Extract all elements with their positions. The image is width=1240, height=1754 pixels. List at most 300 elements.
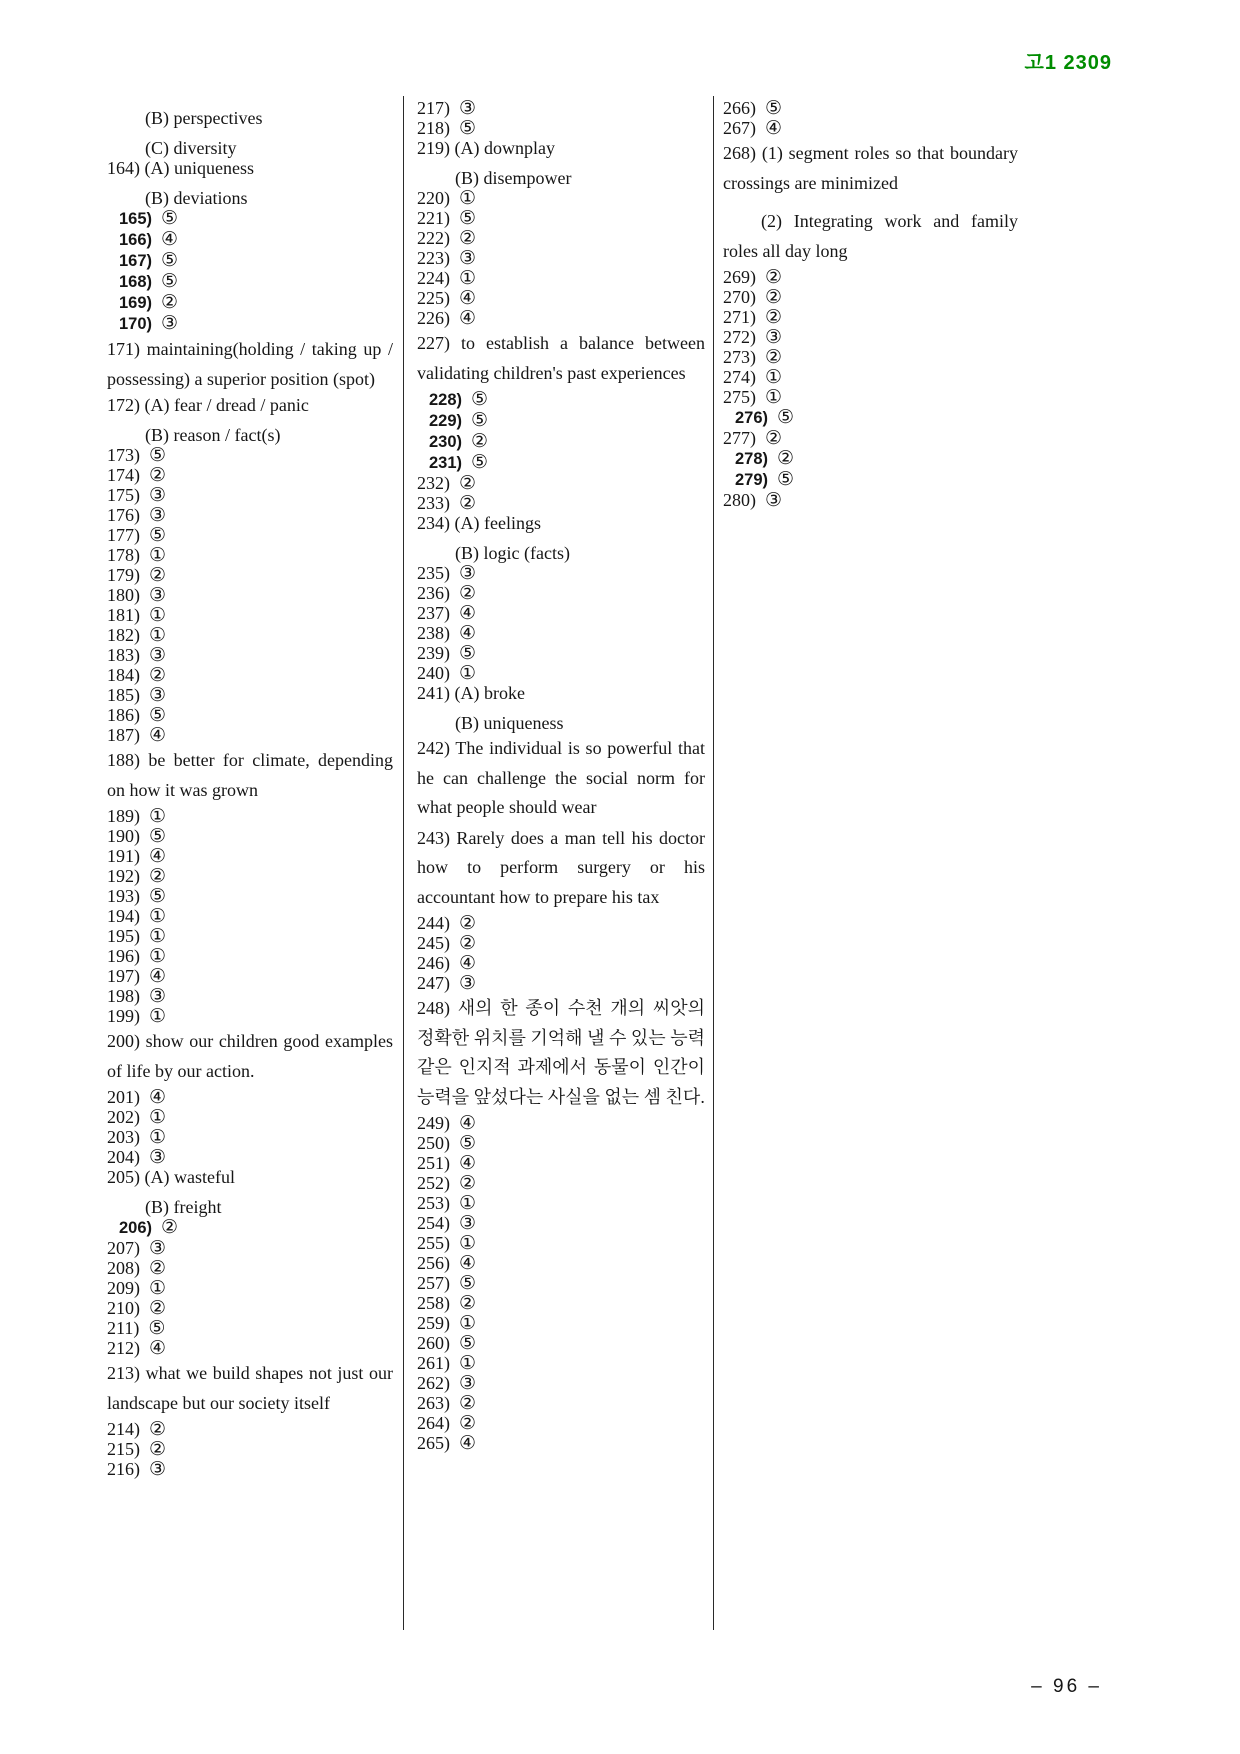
sub-answer-row: (B) reason / fact(s) [145,425,281,445]
answer-choice-mark: ④ [149,845,167,867]
sub-answer-row: (B) uniqueness [455,713,564,733]
question-number: 206) [119,1219,153,1237]
answer-choice-mark: ② [765,427,783,449]
answer-row [107,1419,393,1439]
answer-choice-mark: ③ [149,1237,167,1259]
question-number: 262) [417,1373,450,1393]
question-number: 180) [107,585,140,605]
answer-row [107,725,393,745]
question-number: 280) [723,490,756,510]
answer-choice-mark: ③ [765,326,783,348]
answer-row [107,1338,393,1358]
question-number: 179) [107,565,140,585]
question-number: 176) [107,505,140,525]
answer-choice-mark: ④ [149,724,167,746]
question-number: 272) [723,327,756,347]
question-number: 192) [107,866,140,886]
question-number: 254) [417,1213,450,1233]
question-number: 260) [417,1333,450,1353]
answer-row [107,645,393,665]
answer-row [417,493,705,513]
answer-choice-mark: ⑤ [765,97,783,119]
question-number: 210) [107,1298,140,1318]
question-number: 191) [107,846,140,866]
answer-row [417,953,705,973]
question-number: 204) [107,1147,140,1167]
answer-row [107,292,393,313]
answer-choice-mark: ⑤ [148,1317,166,1339]
question-number: 165) [119,210,153,228]
answer-row [417,118,705,138]
question-number: 277) [723,428,756,448]
question-number: 228) [429,391,463,409]
question-number: 212) [107,1338,140,1358]
question-number: 232) [417,473,450,493]
answer-choice-mark: ① [149,544,167,566]
answer-choice-mark: ④ [459,952,477,974]
question-number: 264) [417,1413,450,1433]
answer-row [107,846,393,866]
answer-row [417,308,705,328]
answer-row [107,946,393,966]
answer-row [723,428,1018,448]
answer-row [417,663,705,683]
answer-row [417,452,705,473]
question-number: 174) [107,465,140,485]
answer-choice-mark: ⑤ [149,885,167,907]
question-number: 256) [417,1253,450,1273]
answer-choice-mark: ② [459,472,477,494]
question-number: 178) [107,545,140,565]
answer-row [723,287,1018,307]
question-number: 190) [107,826,140,846]
answer-paragraph: 268) (1) segment roles so that boundary crossings are minimized [723,143,1018,193]
answer-row [107,1087,393,1107]
question-number: 253) [417,1193,450,1213]
answer-choice-mark: ⑤ [471,451,489,473]
answer-row [107,465,393,485]
sub-answer-row: (C) diversity [145,138,237,158]
answer-choice-mark: ② [149,664,167,686]
question-number: 235) [417,563,450,583]
question-number: 203) [107,1127,140,1147]
answer-row [417,1433,705,1453]
question-number: 221) [417,208,450,228]
question-number: 246) [417,953,450,973]
question-number: 170) [119,315,153,333]
answer-row [107,906,393,926]
answer-row [723,267,1018,287]
answer-choice-mark: ③ [459,562,477,584]
answer-choice-mark: ② [459,1172,477,1194]
answer-choice-mark: ④ [161,228,179,250]
answer-row [107,926,393,946]
question-number: 263) [417,1393,450,1413]
answer-choice-mark: ③ [765,489,783,511]
question-number: 224) [417,268,450,288]
answer-row [107,313,393,334]
answer-row [417,1293,705,1313]
question-number: 181) [107,605,140,625]
question-number: 222) [417,228,450,248]
answer-row [417,1393,705,1413]
answer-choice-mark: ① [459,1352,477,1374]
answer-choice-mark: ④ [149,1086,167,1108]
answer-row [417,431,705,452]
answer-row [723,307,1018,327]
question-number: 173) [107,445,140,465]
answer-choice-mark: ② [149,564,167,586]
question-number: 273) [723,347,756,367]
answer-row [107,1147,393,1167]
answer-choice-mark: ④ [459,1152,477,1174]
answer-choice-mark: ② [161,1216,179,1238]
answer-columns [100,96,1018,1630]
answer-choice-mark: ⑤ [471,409,489,431]
question-number: 275) [723,387,756,407]
answer-choice-mark: ④ [459,307,477,329]
question-number: 166) [119,231,153,249]
question-number: 279) [735,471,769,489]
answer-row [417,1333,705,1353]
answer-row [107,966,393,986]
answer-row [417,208,705,228]
answers-column-2 [403,96,713,1630]
question-number: 201) [107,1087,140,1107]
answer-choice-mark: ① [149,624,167,646]
question-number: 187) [107,725,140,745]
answer-row [107,525,393,545]
answer-row [417,913,705,933]
answer-row [723,347,1018,367]
answer-row [417,1253,705,1273]
answer-text-row: 164) (A) uniqueness [107,158,254,178]
answer-choice-mark: ① [149,1005,167,1027]
question-number: 185) [107,685,140,705]
answers-column-3 [713,96,1018,1630]
question-number: 198) [107,986,140,1006]
answer-choice-mark: ① [149,1106,167,1128]
answer-row [107,1439,393,1459]
answer-choice-mark: ③ [149,684,167,706]
answer-row [417,188,705,208]
question-number: 209) [107,1278,140,1298]
answer-choice-mark: ② [161,291,179,313]
answer-choice-mark: ① [459,1232,477,1254]
answer-choice-mark: ① [459,267,477,289]
sub-answer-row: (B) disempower [455,168,572,188]
question-number: 276) [735,409,769,427]
answer-choice-mark: ② [459,1412,477,1434]
answer-choice-mark: ⑤ [149,444,167,466]
answer-paragraph: 242) The individual is so powerful that he can challenge the social norm for what people should wear [417,738,705,817]
page-number: – 96 – [1031,1676,1102,1697]
answer-row [107,545,393,565]
answer-row [107,1318,393,1338]
answer-row [723,327,1018,347]
answer-choice-mark: ③ [149,985,167,1007]
answer-row [417,1373,705,1393]
answer-choice-mark: ⑤ [459,207,477,229]
question-number: 245) [417,933,450,953]
answer-choice-mark: ⑤ [459,117,477,139]
question-number: 261) [417,1353,450,1373]
answer-row [107,445,393,465]
answer-row [417,473,705,493]
answer-row [417,643,705,663]
question-number: 251) [417,1153,450,1173]
question-number: 220) [417,188,450,208]
question-number: 215) [107,1439,140,1459]
answer-choice-mark: ② [459,582,477,604]
answer-row [417,268,705,288]
answer-choice-mark: ① [765,386,783,408]
answer-row [723,469,1018,490]
question-number: 257) [417,1273,450,1293]
answer-choice-mark: ③ [459,247,477,269]
answer-choice-mark: ② [149,1297,167,1319]
answer-choice-mark: ② [459,932,477,954]
answer-choice-mark: ③ [161,312,179,334]
answer-row [107,1107,393,1127]
answer-row [107,806,393,826]
question-number: 169) [119,294,153,312]
answer-row [107,1278,393,1298]
question-number: 247) [417,973,450,993]
question-number: 214) [107,1419,140,1439]
answer-row [107,826,393,846]
answer-paragraph: 188) be better for climate, depending on how it was grown [107,750,393,800]
answer-choice-mark: ② [459,1292,477,1314]
answer-row [107,585,393,605]
answer-row [417,410,705,431]
answer-row [723,448,1018,469]
question-number: 199) [107,1006,140,1026]
question-number: 249) [417,1113,450,1133]
answer-choice-mark: ⑤ [161,249,179,271]
question-number: 278) [735,450,769,468]
exam-code: 고1 2309 [1024,52,1112,74]
answer-choice-mark: ② [149,1418,167,1440]
answer-row [107,271,393,292]
answer-choice-mark: ④ [459,287,477,309]
answer-row [417,1133,705,1153]
question-number: 195) [107,926,140,946]
answer-choice-mark: ③ [149,584,167,606]
answer-choice-mark: ③ [459,1372,477,1394]
answer-paragraph: 227) to establish a balance between validating children's past experiences [417,333,705,383]
answer-paragraph: 243) Rarely does a man tell his doctor how to perform surgery or his accountant how to prepare his tax [417,827,705,907]
answer-choice-mark: ③ [149,1146,167,1168]
answer-row [417,1233,705,1253]
answer-row [107,208,393,229]
answer-choice-mark: ⑤ [161,207,179,229]
question-number: 244) [417,913,450,933]
answer-choice-mark: ② [459,1392,477,1414]
answer-paragraph: 213) what we build shapes not just our landscape but our society itself [107,1363,393,1413]
answer-text-row: 172) (A) fear / dread / panic [107,395,309,415]
answer-row [107,1217,393,1238]
question-number: 250) [417,1133,450,1153]
answer-row [417,389,705,410]
answer-row [417,1113,705,1133]
question-number: 186) [107,705,140,725]
question-number: 274) [723,367,756,387]
question-number: 225) [417,288,450,308]
answer-text-row: 205) (A) wasteful [107,1167,235,1187]
answer-choice-mark: ④ [459,1432,477,1454]
question-number: 238) [417,623,450,643]
answer-choice-mark: ① [459,187,477,209]
answer-choice-mark: ③ [459,97,477,119]
answer-choice-mark: ⑤ [149,825,167,847]
answers-column-1 [100,96,403,1630]
answer-choice-mark: ③ [149,1458,167,1480]
answer-paragraph-korean: 248) 새의 한 종이 수천 개의 씨앗의 정확한 위치를 기억해 낼 수 있는 능력 같은 인지적 과제에서 동물이 인간이 능력을 앞섰다는 사실을 없는 셈 친다. [417,998,705,1107]
question-number: 196) [107,946,140,966]
sub-answer-row: (B) freight [145,1197,222,1217]
question-number: 216) [107,1459,140,1479]
answer-paragraph: 171) maintaining(holding / taking up / possessing) a superior position (spot) [107,339,393,389]
answer-choice-mark: ② [765,306,783,328]
question-number: 197) [107,966,140,986]
answer-choice-mark: ④ [459,1112,477,1134]
question-number: 193) [107,886,140,906]
answer-row [107,625,393,645]
question-number: 233) [417,493,450,513]
question-number: 183) [107,645,140,665]
answer-choice-mark: ② [459,492,477,514]
question-number: 231) [429,454,463,472]
question-number: 236) [417,583,450,603]
answer-choice-mark: ③ [149,484,167,506]
answer-choice-mark: ⑤ [149,704,167,726]
answer-choice-mark: ② [459,227,477,249]
answer-choice-mark: ② [149,464,167,486]
answer-choice-mark: ② [765,286,783,308]
answer-choice-mark: ② [149,1438,167,1460]
answer-choice-mark: ① [149,925,167,947]
answer-choice-mark: ③ [149,644,167,666]
answer-text-row: 241) (A) broke [417,683,525,703]
answer-row [107,665,393,685]
answer-choice-mark: ② [149,865,167,887]
question-number: 223) [417,248,450,268]
answer-row [417,1193,705,1213]
answer-choice-mark: ① [149,905,167,927]
answer-choice-mark: ② [765,346,783,368]
answer-choice-mark: ② [471,430,489,452]
answer-choice-mark: ① [149,1277,167,1299]
question-number: 265) [417,1433,450,1453]
sub-answer-row: (B) logic (facts) [455,543,570,563]
answer-choice-mark: ⑤ [459,1332,477,1354]
answer-choice-mark: ③ [459,972,477,994]
question-number: 202) [107,1107,140,1127]
answer-choice-mark: ④ [459,602,477,624]
answer-row [417,1153,705,1173]
answer-choice-mark: ⑤ [777,468,795,490]
answer-choice-mark: ① [459,1192,477,1214]
answer-choice-mark: ② [777,447,795,469]
sub-answer-row: (B) perspectives [145,108,263,128]
answer-row [417,1413,705,1433]
answer-choice-mark: ③ [149,504,167,526]
question-number: 175) [107,485,140,505]
question-number: 258) [417,1293,450,1313]
answer-row [107,485,393,505]
answer-row [107,866,393,886]
answer-row [723,490,1018,510]
question-number: 255) [417,1233,450,1253]
answer-row [417,1313,705,1333]
question-number: 240) [417,663,450,683]
question-number: 266) [723,98,756,118]
answer-row [723,407,1018,428]
answer-row [107,1258,393,1278]
question-number: 167) [119,252,153,270]
answer-choice-mark: ④ [765,117,783,139]
question-number: 218) [417,118,450,138]
answer-choice-mark: ④ [459,622,477,644]
answer-choice-mark: ⑤ [459,642,477,664]
answer-row [417,583,705,603]
answer-paragraph: (2) Integrating work and family roles all day long [723,211,1018,261]
answer-row [107,886,393,906]
answer-row [107,1127,393,1147]
sub-answer-row: (B) deviations [145,188,248,208]
answer-choice-mark: ① [459,662,477,684]
answer-choice-mark: ③ [459,1212,477,1234]
answer-choice-mark: ① [765,366,783,388]
answer-paragraph: 200) show our children good examples of life by our action. [107,1031,393,1081]
answer-row [417,933,705,953]
answer-row [107,1238,393,1258]
answer-row [417,623,705,643]
question-number: 267) [723,118,756,138]
question-number: 259) [417,1313,450,1333]
answer-choice-mark: ② [459,912,477,934]
answer-row [723,98,1018,118]
question-number: 207) [107,1238,140,1258]
answer-row [107,505,393,525]
answer-text-row: 219) (A) downplay [417,138,555,158]
answer-row [107,1006,393,1026]
answer-choice-mark: ① [149,604,167,626]
answer-row [417,228,705,248]
answer-row [107,1459,393,1479]
answer-row [723,387,1018,407]
answer-choice-mark: ⑤ [471,388,489,410]
answer-row [417,973,705,993]
answer-choice-mark: ⑤ [777,406,795,428]
answer-row [107,705,393,725]
answer-row [723,367,1018,387]
answer-row [107,229,393,250]
answer-row [417,603,705,623]
answer-row [417,1353,705,1373]
question-number: 239) [417,643,450,663]
answer-choice-mark: ⑤ [149,524,167,546]
answer-choice-mark: ④ [149,965,167,987]
answer-row [107,565,393,585]
answer-row [417,563,705,583]
answer-row [417,1273,705,1293]
answer-choice-mark: ⑤ [161,270,179,292]
answer-choice-mark: ① [149,805,167,827]
answer-row [417,1213,705,1233]
question-number: 271) [723,307,756,327]
